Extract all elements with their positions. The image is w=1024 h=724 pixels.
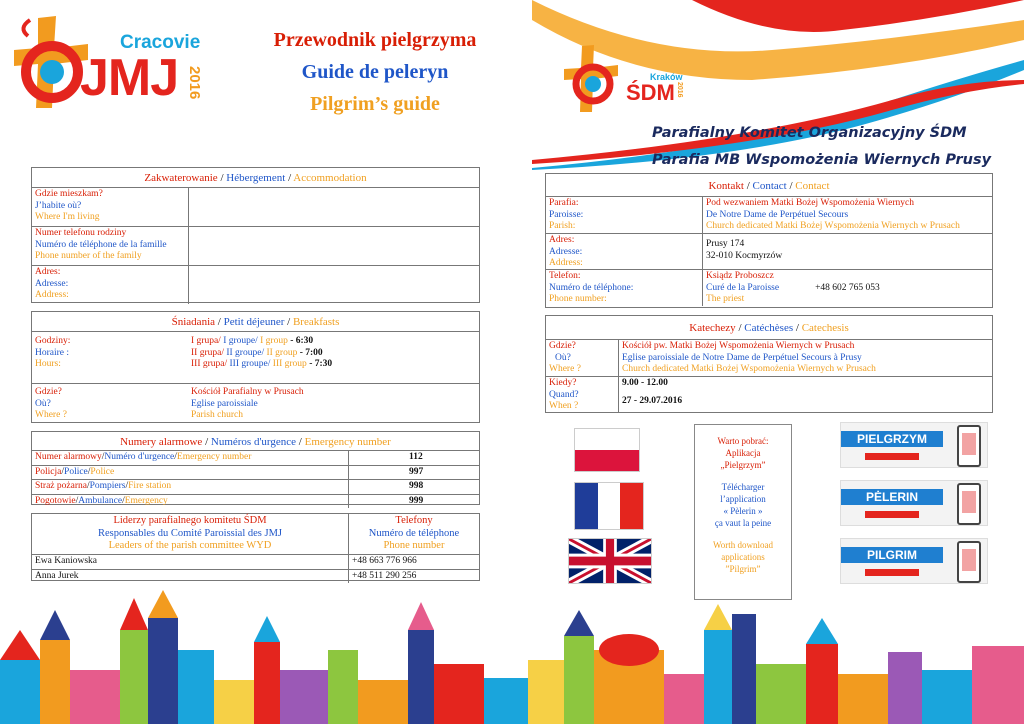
- logo-year: 2016: [186, 66, 203, 100]
- leaders-table: [31, 513, 480, 581]
- table-row: Policja/Police/Police 997: [32, 466, 479, 481]
- leaders-header: Liderzy parafialnego komitetu ŚDM Responsables du Comité Paroissial des JMJ Leaders of the parish committee WYD Telefony Numéro de téléphone Phone number: [32, 514, 479, 555]
- app-banner-pelerin[interactable]: PĖLERIN: [840, 480, 988, 526]
- parish-committee-title: Parafialny Komitet Organizacyjny ŚDM Parafia MB Wspomożenia Wiernych Prusy: [652, 125, 992, 168]
- emergency-header: Numery alarmowe / Numéros d'urgence / Emergency number: [32, 432, 479, 451]
- emergency-table: [31, 431, 480, 505]
- city-skyline-icon: [0, 590, 1024, 724]
- breakfast-table: [31, 311, 480, 423]
- table-row: Gdzie mieszkam? J’habite où? Where I'm living: [32, 188, 479, 227]
- phone-icon: [957, 425, 981, 467]
- accommodation-input[interactable]: [188, 188, 479, 226]
- accommodation-header: Zakwaterowanie / Hébergement / Accommodation: [32, 168, 479, 188]
- jmj-logo: [8, 8, 208, 118]
- table-row: Telefon: Numéro de téléphone: Phone number: Ksiądz Proboszcz Curé de la Paroisse +48 602 765 053 The priest: [546, 270, 992, 306]
- table-row: Adres: Adresse: Address: Prusy 174 32-010 Kocmyrzów: [546, 234, 992, 270]
- catechesis-table: [545, 315, 993, 413]
- phone-icon: [957, 541, 981, 583]
- table-row: Numer telefonu rodziny Numéro de téléphone de la famille Phone number of the family: [32, 227, 479, 266]
- cross-logo-icon: [562, 42, 632, 114]
- apps-info: Warto pobrać: Aplikacja „Pielgrzym” Télécharger l’application « Pèlerin » ça vaut la peine Worth download applications ”Pilgrim”: [694, 424, 792, 600]
- table-row: Numer alarmowy/Numéro d'urgence/Emergency number 112: [32, 451, 479, 466]
- app-banner-pielgrzym[interactable]: PIELGRZYM: [840, 422, 988, 468]
- breakfast-header: Śniadania / Petit déjeuner / Breakfasts: [32, 312, 479, 332]
- table-row: Parafia: Paroisse: Parish: Pod wezwaniem Matki Bożej Wspomożenia Wiernych De Notre Dame de Perpétuel Secours Church dedicated Matki Bożej Wspomożenia Wiernych w Prusach: [546, 197, 992, 234]
- title-pl: Przewodnik pielgrzyma: [273, 29, 477, 51]
- table-row: Straż pożarna/Pompiers/Fire station 998: [32, 480, 479, 495]
- uk-flag-icon: [568, 538, 652, 584]
- page-title: [230, 24, 520, 120]
- accommodation-table: [31, 167, 480, 303]
- contact-table: [545, 173, 993, 308]
- catechesis-header: Katechezy / Catéchèses / Catechesis: [546, 316, 992, 340]
- app-banner-pilgrim[interactable]: PILGRIM: [840, 538, 988, 584]
- logo-city: Cracovie: [120, 32, 201, 53]
- logo-text: JMJ: [80, 49, 179, 107]
- table-row: Gdzie? Où? Where ? Kościół Parafialny w Prusach Eglise paroissiale Parish church: [35, 387, 304, 420]
- table-row: Kiedy? Quand? When ? 9.00 - 12.00 27 - 29.07.2016: [546, 377, 992, 413]
- table-row: Godziny: Horaire : Hours: I grupa/ I groupe/ I group - 6:30 II grupa/ II groupe/ II group - 7:00 III grupa/ III groupe/ III group - 7:30: [32, 332, 479, 384]
- table-row: Anna Jurek +48 511 290 256: [32, 570, 479, 584]
- poland-flag-icon: [574, 428, 640, 472]
- title-fr: Guide de peleryn: [301, 61, 449, 83]
- france-flag-icon: [574, 482, 644, 530]
- table-row: Ewa Kaniowska +48 663 776 966: [32, 555, 479, 570]
- phone-icon: [957, 483, 981, 525]
- address-input[interactable]: [188, 266, 479, 304]
- sdm-logo: Kraków ŚDM 2016: [562, 42, 692, 114]
- table-row: Adres: Adresse: Address:: [32, 266, 479, 304]
- table-row: Pogotowie/Ambulance/Emergency 999: [32, 495, 479, 509]
- family-phone-input[interactable]: [188, 227, 479, 265]
- contact-header: Kontakt / Contact / Contact: [546, 174, 992, 197]
- title-en: Pilgrim’s guide: [310, 93, 440, 115]
- table-row: Gdzie? Où? Where ? Kościół pw. Matki Bożej Wspomożenia Wiernych w Prusach Eglise paroissiale de Notre Dame de Perpétuel Secours à Prusy Church dedicated Matki Bożej Wspomożenia Wiernych w Prusach: [546, 340, 992, 377]
